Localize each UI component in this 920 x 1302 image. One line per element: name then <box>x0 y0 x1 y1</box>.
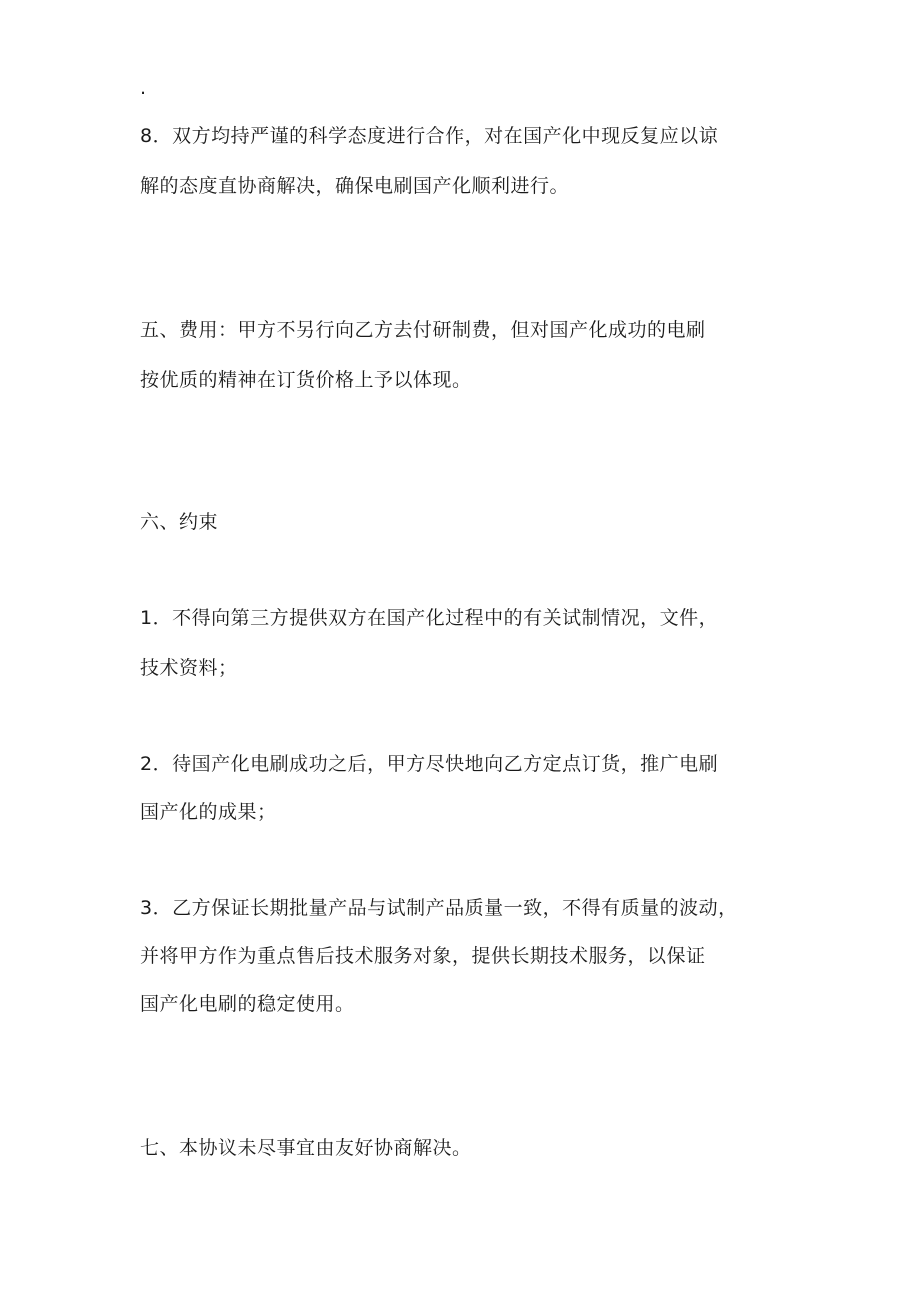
section-6-item-2-line-2: 国产化的成果； <box>140 801 277 823</box>
section-6-item-2-line-1: 2．待国产化电刷成功之后，甲方尽快地向乙方定点订货，推广电刷 <box>140 753 719 775</box>
section-6-item-3-line-2: 并将甲方作为重点售后技术服务对象，提供长期技术服务，以保证 <box>140 945 706 967</box>
clause-8-line-2: 解的态度直协商解决，确保电刷国产化顺利进行。 <box>140 175 570 197</box>
section-6-item-1-line-2: 技术资料； <box>140 657 238 679</box>
section-6-heading: 六、约束 <box>140 511 219 533</box>
section-5-line-2: 按优质的精神在订货价格上予以体现。 <box>140 369 472 391</box>
section-5-line-1: 五、费用：甲方不另行向乙方去付研制费，但对国产化成功的电刷 <box>140 319 706 341</box>
top-mark: . <box>140 77 147 99</box>
section-7-line-1: 七、本协议未尽事宜由友好协商解决。 <box>140 1137 472 1159</box>
section-6-item-1-line-1: 1．不得向第三方提供双方在国产化过程中的有关试制情况，文件， <box>140 607 719 629</box>
clause-8-line-1: 8．双方均持严谨的科学态度进行合作，对在国产化中现反复应以谅 <box>140 125 719 147</box>
section-6-item-3-line-3: 国产化电刷的稳定使用。 <box>140 993 355 1015</box>
section-6-item-3-line-1: 3．乙方保证长期批量产品与试制产品质量一致，不得有质量的波动， <box>140 897 738 919</box>
